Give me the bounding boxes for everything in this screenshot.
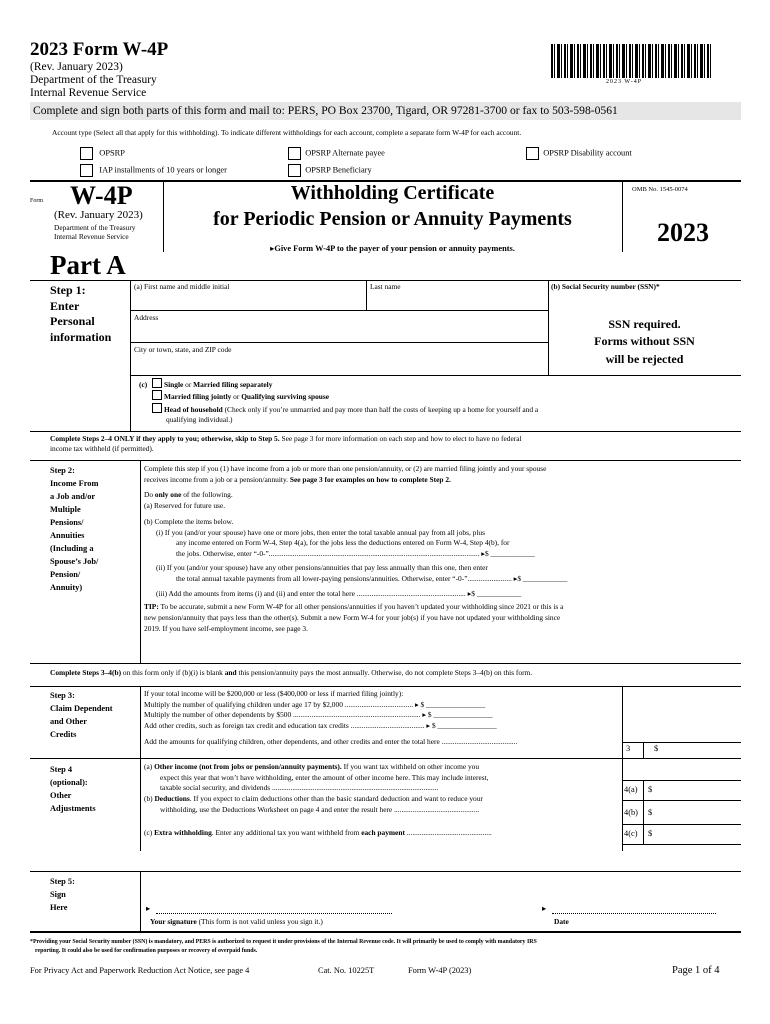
step3-total-text: Add the amounts for qualifying children, other dependents, and other credits and enter the total here .........................................: [144, 736, 518, 746]
step5-label-line: Sign: [50, 890, 66, 900]
divider: [130, 342, 548, 343]
signature-arrow: ▸: [146, 904, 151, 913]
text-bold: only one: [154, 490, 182, 500]
divider: [130, 280, 131, 431]
divider: [643, 742, 644, 758]
line-4b-number: 4(b): [624, 808, 638, 817]
step2-text: Complete this step if you (1) have income from a job or more than one pension/annuity, or (2) are married filing jointly and your spouse: [144, 464, 547, 473]
address-label: Address: [134, 313, 159, 322]
tip-text: new pension/annuity that pays less than the other(s). Submit a new Form W-4 for your job(s) if you have not updated your withholding since: [144, 612, 561, 622]
text: Do: [144, 490, 155, 500]
step4-label-line: Adjustments: [50, 804, 96, 814]
step2-label-line: Pensions/: [50, 518, 84, 528]
divider: [30, 431, 741, 432]
checkbox[interactable]: [152, 390, 162, 400]
option-bold: Single: [164, 380, 184, 389]
tip-text: 2019. If you have self-employment income, see page 3.: [144, 623, 308, 633]
line-4c-number: 4(c): [624, 829, 638, 838]
step2-label-line: Spouse’s Job/: [50, 557, 99, 567]
checkbox[interactable]: [288, 164, 301, 177]
barcode-text: 2023 W-4P: [606, 79, 643, 85]
checkbox[interactable]: [152, 378, 162, 388]
header-rev: (Rev. January 2023): [30, 61, 123, 73]
step3-total-field[interactable]: [662, 743, 740, 757]
ssn-label: (b) Social Security number (SSN)*: [551, 282, 660, 291]
form-word: Form: [30, 198, 44, 204]
divider: [622, 824, 741, 825]
option-label: OPSRP Disability account: [543, 148, 632, 158]
step3-label-line: Credits: [50, 730, 77, 740]
divider: [622, 800, 741, 801]
ssn-field[interactable]: [551, 292, 739, 308]
line-4b-field[interactable]: [656, 803, 740, 821]
divider: [30, 931, 741, 933]
date-arrow: ▸: [542, 904, 547, 913]
divider: [140, 871, 141, 931]
complete-text: See page 3 for more information on each step and how to elect to have no federal: [279, 434, 522, 443]
notice-line: Forms without SSN: [594, 334, 695, 349]
divider: [130, 375, 741, 376]
sig-text: (This form is not valid unless you sign it.): [196, 917, 323, 926]
step3-text: If your total income will be $200,000 or less ($400,000 or less if married filing jointly):: [144, 689, 404, 698]
text: ..............................................: [404, 827, 492, 837]
step4-content: [144, 762, 492, 838]
divider: [140, 686, 141, 758]
step5-label: [50, 875, 75, 914]
tax-year: 2023: [657, 218, 709, 247]
step2-item-i-amount[interactable]: the jobs. Otherwise, enter “-0-”.................................................................................................................. ▸$ ____________: [176, 549, 535, 559]
text: (b): [144, 794, 155, 804]
step2-tip: [144, 602, 740, 613]
text-bold: Other income (not from jobs or pension/annuity payments).: [154, 762, 342, 771]
step3-line-number: 3: [626, 744, 631, 753]
filing-single[interactable]: [152, 378, 538, 390]
first-name-field[interactable]: [134, 292, 364, 308]
header-dept: Department of the Treasury: [30, 74, 157, 87]
step2-label-line: Annuities: [50, 531, 85, 541]
dollar-sign: $: [648, 808, 653, 817]
text-bold: Deductions: [154, 794, 190, 804]
footnote-line: reporting. It could also be used for confirmation purposes or recovery of overpaid funds.: [35, 948, 258, 955]
filing-head-of-household[interactable]: [152, 403, 538, 415]
step2-item-ii-amount[interactable]: the total annual taxable payments from all lower-paying pensions/annuities. Otherwise, enter “-0-”........................ ▸$ ____________: [176, 573, 568, 583]
text-bold: See page 3 for examples on how to complete Step 2.: [289, 474, 451, 484]
checkbox[interactable]: [526, 147, 539, 160]
signature-caption: [150, 917, 323, 926]
text: this pension/annuity pays the most annually. Otherwise, do not complete Steps 3–4(b) on this form.: [236, 668, 533, 677]
divider: [140, 758, 141, 851]
divider: [622, 758, 623, 851]
step3-content: [144, 689, 517, 748]
step1-title-line: Personal: [50, 314, 95, 329]
notice-line: will be rejected: [605, 351, 684, 366]
filing-status-label: (c): [139, 380, 148, 389]
first-name-label: (a) First name and middle initial: [134, 282, 230, 291]
header-irs: Internal Revenue Service: [30, 87, 147, 100]
address-field[interactable]: [134, 322, 544, 340]
step4-label: [50, 763, 96, 815]
step4b-line1: [144, 794, 492, 805]
step2-label-line: Pension/: [50, 570, 81, 580]
step4-label-line: Step 4: [50, 765, 73, 774]
line-4a-field[interactable]: [656, 782, 740, 798]
step2-item-iii-amount[interactable]: (iii) Add the amounts from items (i) and (ii) and enter the total here ........................................................... ▸$ ____________: [156, 589, 522, 599]
filing-status-options: [152, 378, 538, 425]
checkbox[interactable]: [80, 164, 93, 177]
ssn-required-notice: [548, 316, 741, 368]
form-dept: [54, 223, 135, 242]
give-form-instruction: ▸Give Form W-4P to the payer of your pension or annuity payments.: [270, 244, 515, 253]
text: on this form only if (b)(i) is blank: [121, 668, 225, 677]
divider: [30, 871, 741, 872]
privacy-notice: For Privacy Act and Paperwork Reduction Act Notice, see page 4: [30, 966, 250, 975]
tip-text: To be accurate, submit a new Form W-4P for all other pensions/annuities if you haven’t updated your withholding since 2021 or this is a: [158, 602, 564, 612]
divider: [30, 663, 741, 664]
account-alternate-payee[interactable]: [288, 147, 385, 160]
step2-item-i: any income entered on Form W-4, Step 4(a), for the jobs less the deductions entered on Form W-4, Step 4(b), for: [176, 538, 510, 548]
step4-label-line: Other: [50, 791, 72, 801]
divider: [622, 780, 741, 781]
account-iap[interactable]: [80, 164, 227, 177]
mail-instruction: Complete and sign both parts of this form and mail to: PERS, PO Box 23700, Tigard, OR 97281-3700 or fax to 503-598-0561: [33, 104, 618, 117]
step2-text: [144, 490, 740, 501]
page-number: Page 1 of 4: [672, 965, 720, 976]
form-rev: (Rev. January 2023): [54, 209, 143, 221]
account-type-label: Account type (Select all that apply for this withholding). To indicate different withholdings for each account, complete a separate form W-4P for each account.: [52, 128, 522, 137]
date-field[interactable]: [552, 898, 716, 914]
step2-item-i: (i) If you (and/or your spouse) have one or more jobs, then enter the total taxable annual pay from all jobs, plus: [156, 527, 485, 537]
option-label: OPSRP Alternate payee: [305, 148, 385, 158]
sig-bold: Your signature: [150, 917, 197, 926]
title-line-1: Withholding Certificate: [290, 182, 495, 204]
option-text: or: [183, 380, 194, 389]
dollar-sign: $: [654, 744, 659, 753]
step2-label-line: a Job and/or: [50, 492, 96, 502]
filing-married-jointly[interactable]: [152, 390, 538, 402]
step3-credits-amount[interactable]: Add other credits, such as foreign tax credit and education tax credits ........................................ ▸ $ ________________: [144, 721, 497, 731]
step2-content: [144, 464, 740, 634]
account-opsrp[interactable]: [80, 147, 125, 160]
step4a-line1: [144, 762, 492, 773]
account-beneficiary[interactable]: [288, 164, 372, 177]
notice-line: SSN required.: [608, 317, 681, 331]
part-a-heading: Part A: [50, 250, 126, 280]
text: If you want tax withheld on other income you: [341, 762, 480, 771]
tip-label: TIP:: [144, 602, 159, 612]
irs-line: Internal Revenue Service: [54, 232, 129, 242]
filing-cont: qualifying individual.): [166, 415, 233, 425]
step4c-line: [144, 828, 492, 839]
step1-label: [50, 283, 111, 345]
barcode: [551, 44, 713, 78]
dollar-sign: $: [648, 829, 653, 838]
text: (c): [144, 827, 155, 837]
last-name-field[interactable]: [370, 292, 546, 308]
divider: [622, 686, 623, 758]
option-bold: Married filing separately: [193, 380, 273, 389]
step3-label-line: and Other: [50, 717, 87, 727]
text: of the following.: [181, 490, 233, 500]
line-4c-field[interactable]: [656, 826, 740, 842]
step2-label-line: Annuity): [50, 583, 83, 593]
step3-label-line: Claim Dependent: [50, 704, 113, 714]
step1-number: Step 1:: [50, 283, 86, 297]
divider: [130, 310, 548, 311]
last-name-label: Last name: [370, 282, 401, 291]
divider: [140, 460, 141, 663]
form-name: W-4P: [70, 181, 133, 210]
option-bold: Married filing jointly: [164, 392, 232, 402]
complete-steps-3-4b: [50, 668, 532, 677]
step5-label-line: Step 5:: [50, 877, 75, 886]
divider: [622, 844, 741, 845]
step4a-text: expect this year that won’t have withholding, enter the amount of other income here. This may include interest,: [160, 772, 489, 782]
text: . If you expect to claim deductions other than the basic standard deduction and want to reduce your: [189, 794, 483, 804]
header-info: [30, 61, 157, 101]
option-bold: Qualifying surviving spouse: [241, 392, 330, 402]
option-label: IAP installments of 10 years or longer: [99, 165, 227, 175]
step3-dependents-amount[interactable]: Multiply the number of other dependents by $500 ..................................................................... ▸ $ ________________: [144, 710, 493, 720]
text: . Enter any additional tax you want withheld from: [211, 827, 362, 837]
city-field[interactable]: [134, 354, 544, 372]
option-label: OPSRP Beneficiary: [305, 165, 372, 175]
step2-option-b: (b) Complete the items below.: [144, 516, 234, 526]
step3-label: [50, 689, 113, 741]
omb-number: OMB No. 1545-0074: [632, 186, 688, 193]
dept-line: Department of the Treasury: [54, 223, 136, 232]
option-label: OPSRP: [99, 148, 125, 158]
divider: [30, 686, 741, 687]
step2-label-line: Step 2:: [50, 466, 75, 475]
text: receives income from a job or a pension/annuity.: [144, 474, 290, 484]
ssn-footnote: [30, 938, 537, 956]
form-title: [163, 180, 622, 232]
signature-field[interactable]: [156, 898, 392, 914]
text-bold: and: [224, 668, 237, 677]
city-label: City or town, state, and ZIP code: [134, 345, 232, 354]
text-bold: each payment: [361, 827, 405, 837]
step3-children-amount[interactable]: Multiply the number of qualifying children under age 17 by $2,000 ..................................... ▸ $ ________________: [144, 699, 486, 709]
account-disability[interactable]: [526, 147, 632, 160]
divider: [30, 460, 741, 461]
text-bold: Complete Steps 3–4(b): [50, 668, 122, 677]
step2-label-line: Multiple: [50, 505, 81, 515]
complete-steps-2-4: [50, 434, 740, 455]
dollar-sign: $: [648, 785, 653, 794]
step2-label-line: Income From: [50, 479, 99, 489]
step4-label-line: (optional):: [50, 778, 88, 788]
date-caption: Date: [554, 917, 569, 926]
divider: [643, 780, 644, 844]
divider: [30, 758, 741, 759]
title-line-2: for Periodic Pension or Annuity Payments: [213, 208, 572, 230]
checkbox[interactable]: [288, 147, 301, 160]
step2-text: [144, 475, 740, 486]
divider: [30, 280, 741, 281]
divider: [366, 280, 367, 310]
text-bold: Extra withholding: [154, 827, 212, 837]
option-bold: Head of household: [164, 404, 223, 414]
text: (a): [144, 762, 155, 771]
line-4a-number: 4(a): [624, 785, 638, 794]
step1-title-line: information: [50, 329, 112, 344]
option-text: (Check only if you’re unmarried and pay more than half the costs of keeping up a home for yourself and a: [222, 404, 539, 414]
step2-label: [50, 464, 98, 594]
checkbox[interactable]: [80, 147, 93, 160]
step3-label-line: Step 3:: [50, 691, 75, 700]
option-text: or: [231, 392, 242, 402]
footer-form: Form W-4P (2023): [408, 966, 472, 975]
step2-item-ii: (ii) If you (and/or your spouse) have any other pensions/annuities that pay less annually than this one, then enter: [156, 562, 488, 572]
complete-text-2: income tax withheld (if permitted).: [50, 444, 154, 454]
step2-label-line: (Including a: [50, 544, 94, 554]
complete-bold: Complete Steps 2–4 ONLY if they apply to you; otherwise, skip to Step 5.: [50, 434, 280, 443]
catalog-number: Cat. No. 10225T: [318, 966, 375, 975]
step1-title-line: Enter: [50, 298, 80, 313]
divider: [622, 181, 623, 252]
step2-option-a: (a) Reserved for future use.: [144, 501, 226, 511]
step5-label-line: Here: [50, 903, 68, 913]
page-title: 2023 Form W-4P: [30, 39, 169, 60]
footnote-line: *Providing your Social Security number (SSN) is mandatory, and PERS is authorized to request it under provisions of the Internal Revenue code. It will primarily be used to comply with mandatory IRS: [30, 939, 537, 945]
step4a-text: taxable social security, and dividends ..........................................................................................: [160, 783, 439, 793]
checkbox[interactable]: [152, 403, 162, 413]
step4b-text: withholding, use the Deductions Worksheet on page 4 and enter the result here ..............................................: [160, 804, 480, 814]
